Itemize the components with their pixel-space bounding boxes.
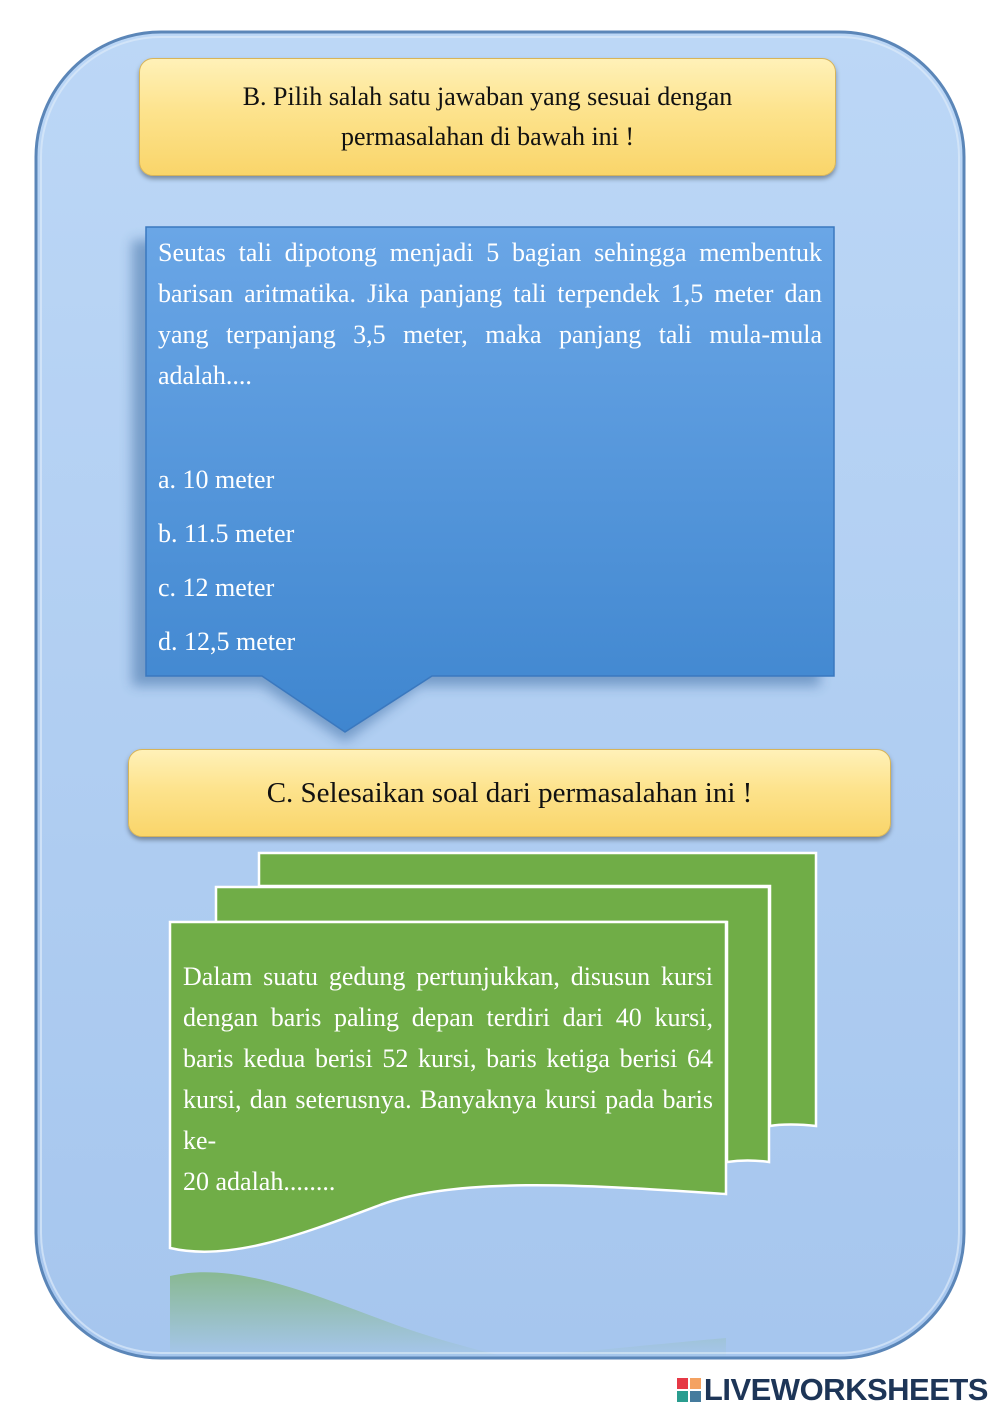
question-c-text-part2: 20 adalah........ [183, 1167, 336, 1196]
brand-name: LIVEWORKSHEETS [703, 1372, 988, 1407]
question-b-text: Seutas tali dipotong menjadi 5 bagian sehingga membentuk barisan aritmatika. Jika panjang tali terpendek 1,5 meter dan yang terpanjang 3,5 meter, maka panjang tali mula-mula adalah.... [158, 238, 822, 390]
option-c[interactable]: c. 12 meter [158, 573, 275, 602]
section-b-title-line1: B. Pilih salah satu jawaban yang sesuai dengan [242, 82, 733, 111]
section-c-title: C. Selesaikan soal dari permasalahan ini ! [266, 776, 753, 809]
liveworksheets-logo [676, 1372, 988, 1408]
answer-options [158, 462, 558, 678]
option-b[interactable]: b. 11.5 meter [158, 519, 295, 548]
question-c-text-part1: Dalam suatu gedung pertunjukkan, disusun kursi dengan baris paling depan terdiri dari 40 kursi, baris kedua berisi 52 kursi, baris ketiga berisi 64 kursi, dan seterusnya. Banyaknya kursi pada baris ke- [183, 962, 713, 1155]
liveworksheets-logo-icon [676, 1377, 702, 1403]
section-b-banner [139, 58, 836, 176]
section-c-banner [128, 749, 891, 837]
option-a[interactable]: a. 10 meter [158, 465, 275, 494]
question-c-text [183, 956, 713, 1202]
option-d[interactable]: d. 12,5 meter [158, 627, 296, 656]
section-b-title-line2: permasalahan di bawah ini ! [340, 122, 635, 151]
